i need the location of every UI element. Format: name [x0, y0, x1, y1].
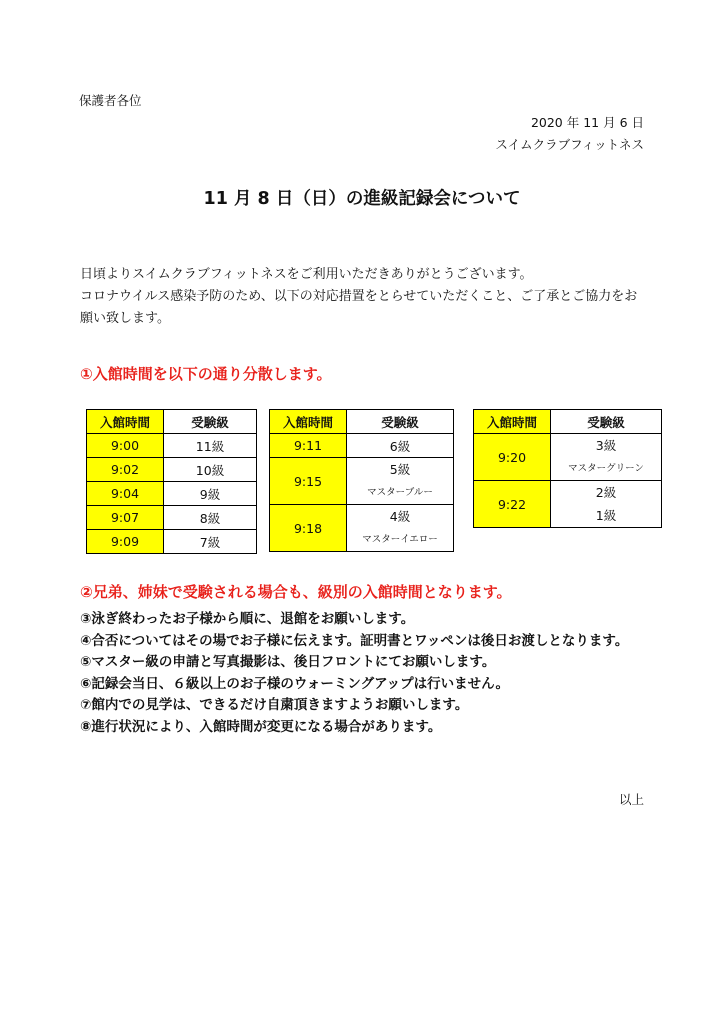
document-date: 2020 年 11 月 6 日	[530, 115, 644, 130]
grade-cell	[551, 434, 662, 481]
header-entry-time: 入館時間	[474, 410, 551, 434]
entry-time-cell: 9:09	[87, 530, 164, 554]
notes-list	[80, 609, 650, 738]
grade-cell	[551, 481, 662, 528]
table-row	[87, 458, 257, 482]
table-row	[270, 505, 454, 552]
table-row	[270, 434, 454, 458]
schedule-table-2	[269, 409, 454, 552]
grade-sublabel: マスターブルー	[367, 487, 433, 498]
grade-cell	[347, 458, 454, 505]
list-item: ⑤マスター級の申請と写真撮影は、後日フロントにてお願いします。	[80, 654, 496, 670]
intro-paragraph	[80, 264, 650, 330]
grade-cell: 11級	[164, 434, 257, 458]
entry-time-cell: 9:00	[87, 434, 164, 458]
entry-time-cell: 9:11	[270, 434, 347, 458]
schedule-table-3	[473, 409, 662, 528]
grade-cell: 9級	[164, 482, 257, 506]
table-header-row	[270, 410, 454, 434]
table-row	[474, 434, 662, 481]
list-item: ③泳ぎ終わったお子様から順に、退館をお願いします。	[80, 611, 415, 627]
list-item: ⑥記録会当日、６級以上のお子様のウォーミングアップは行いません。	[80, 675, 509, 692]
intro-line-2: コロナウイルス感染予防のため、以下の対応措置をとらせていただくこと、ご了承とご協力をお願い致します。	[80, 289, 638, 326]
header-entry-time: 入館時間	[87, 410, 164, 434]
intro-line-1: 日頃よりスイムクラブフィットネスをご利用いただきありがとうございます。	[80, 267, 533, 282]
grade-cell: 10級	[164, 458, 257, 482]
table-header-row	[474, 410, 662, 434]
grade-cell: 8級	[164, 506, 257, 530]
table-row	[87, 434, 257, 458]
grade-label-2: 1級	[595, 508, 617, 523]
grade-cell	[347, 505, 454, 552]
addressee: 保護者各位	[79, 93, 142, 108]
section-heading-siblings: ②兄弟、姉妹で受験される場合も、級別の入館時間となります。	[80, 583, 512, 601]
table-row	[87, 530, 257, 554]
grade-label: 4級	[389, 509, 411, 524]
entry-time-cell: 9:22	[474, 481, 551, 528]
grade-sublabel: マスターグリーン	[568, 463, 644, 474]
header-grade: 受験級	[347, 410, 454, 434]
table-row	[87, 506, 257, 530]
grade-label: 2級	[595, 485, 617, 500]
header-entry-time: 入館時間	[270, 410, 347, 434]
entry-time-cell: 9:20	[474, 434, 551, 481]
list-item: ⑦館内での見学は、できるだけ自粛頂きますようお願いします。	[80, 697, 469, 713]
entry-time-cell: 9:02	[87, 458, 164, 482]
grade-cell: 7級	[164, 530, 257, 554]
table-header-row	[87, 410, 257, 434]
closing-mark: 以上	[618, 792, 644, 807]
organization-name: スイムクラブフィットネス	[495, 137, 644, 152]
header-grade: 受験級	[551, 410, 662, 434]
entry-time-cell: 9:18	[270, 505, 347, 552]
table-row	[474, 481, 662, 528]
section-heading-entry-times: ①入館時間を以下の通り分散します。	[80, 365, 332, 383]
header-grade: 受験級	[164, 410, 257, 434]
grade-label: 3級	[595, 438, 617, 453]
schedule-table-1	[86, 409, 257, 554]
grade-cell: 6級	[347, 434, 454, 458]
page-title: 11 月 8 日（日）の進級記録会について	[203, 189, 521, 209]
list-item: ④合否についてはその場でお子様に伝えます。証明書とワッペンは後日お渡しとなります。	[80, 632, 629, 649]
list-item: ⑧進行状況により、入館時間が変更になる場合があります。	[80, 718, 442, 735]
table-row	[270, 458, 454, 505]
entry-time-cell: 9:04	[87, 482, 164, 506]
grade-label: 5級	[389, 462, 411, 477]
entry-time-cell: 9:15	[270, 458, 347, 505]
table-row	[87, 482, 257, 506]
entry-time-cell: 9:07	[87, 506, 164, 530]
grade-sublabel: マスターイエロー	[362, 534, 438, 545]
